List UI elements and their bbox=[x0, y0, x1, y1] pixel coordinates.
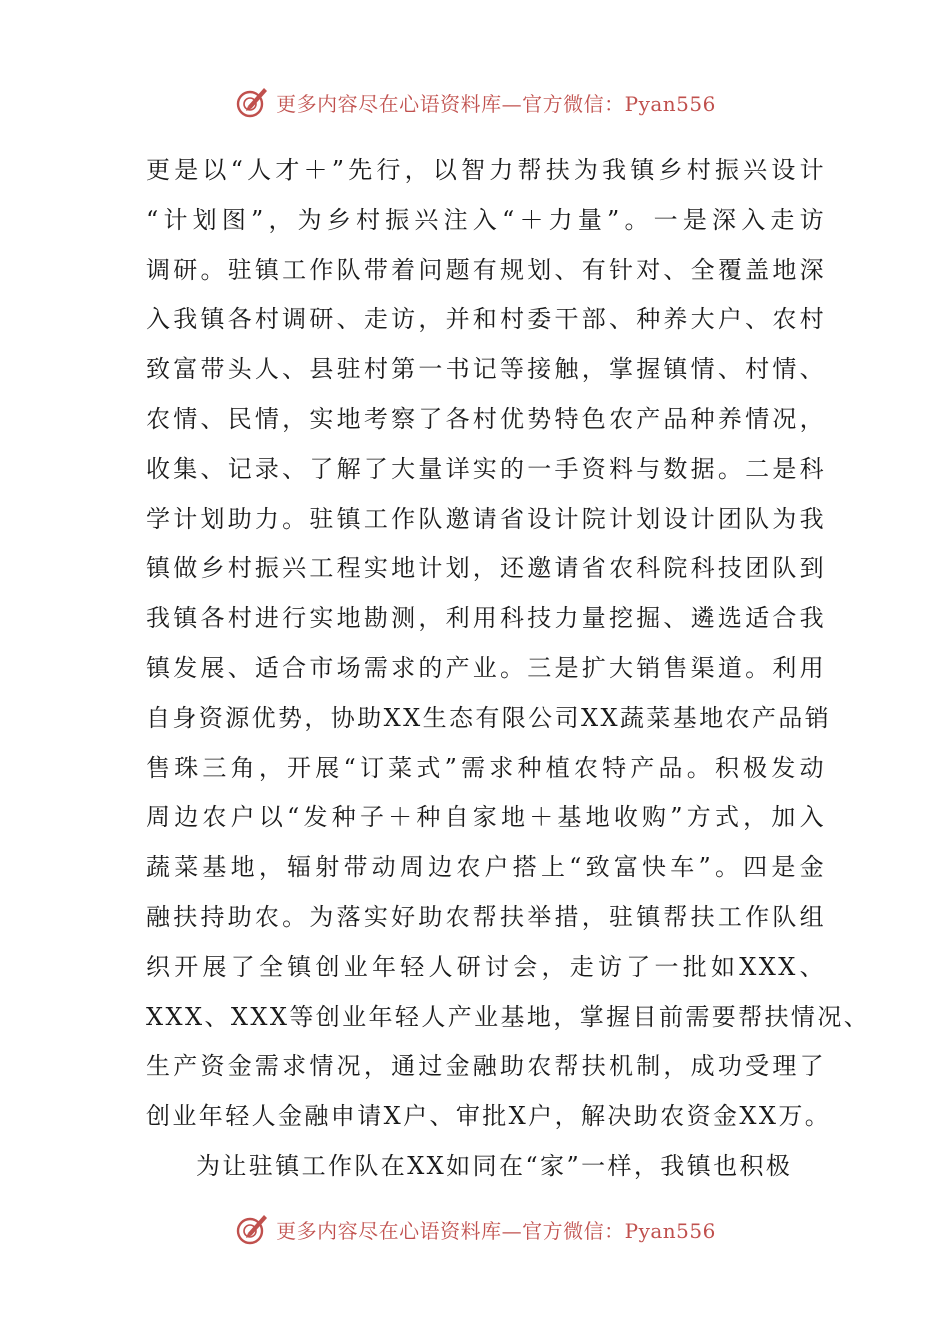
header-banner bbox=[0, 82, 950, 122]
body-line: 生产资金需求情况，通过金融助农帮扶机制，成功受理了 bbox=[146, 1052, 826, 1081]
body-line: 学计划助力。驻镇工作队邀请省设计院计划设计团队为我 bbox=[146, 504, 826, 533]
document-body bbox=[146, 146, 871, 1192]
body-line: 农情、民情，实地考察了各村优势特色农产品种养情况， bbox=[146, 404, 826, 433]
body-line: 融扶持助农。为落实好助农帮扶举措，驻镇帮扶工作队组 bbox=[146, 902, 826, 931]
body-line: XXX、XXX等创业年轻人产业基地，掌握目前需要帮扶情况、 bbox=[146, 1002, 871, 1031]
footer-banner bbox=[0, 1209, 950, 1249]
body-line: 周边农户以“发种子＋种自家地＋基地收购”方式，加入 bbox=[146, 803, 826, 832]
body-line: 更是以“人才＋”先行，以智力帮扶为我镇乡村振兴设计 bbox=[146, 156, 826, 184]
body-line: 镇做乡村振兴工程实地计划，还邀请省农科院科技团队到 bbox=[146, 554, 826, 583]
body-line: 自身资源优势，协助XX生态有限公司XX蔬菜基地农产品销 bbox=[146, 703, 832, 732]
body-line: “计划图”，为乡村振兴注入“＋力量”。一是深入走访 bbox=[146, 205, 826, 234]
body-line: 织开展了全镇创业年轻人研讨会，走访了一批如XXX、 bbox=[146, 952, 826, 981]
body-line: 我镇各村进行实地勘测，利用科技力量挖掘、遴选适合我 bbox=[146, 604, 826, 633]
paragraph-start-line: 为让驻镇工作队在XX如同在“家”一样，我镇也积极 bbox=[196, 1151, 793, 1180]
footer-banner-text: 更多内容尽在心语资料库—官方微信：Pyan556 bbox=[276, 1218, 716, 1243]
body-line: 创业年轻人金融申请X户、审批X户，解决助农资金XX万。 bbox=[146, 1102, 832, 1131]
body-line: 蔬菜基地，辐射带动周边农户搭上“致富快车”。四是金 bbox=[146, 853, 826, 882]
body-line: 致富带头人、县驻村第一书记等接触，掌握镇情、村情、 bbox=[146, 355, 826, 384]
body-line: 售珠三角，开展“订菜式”需求种植农特产品。积极发动 bbox=[146, 753, 826, 782]
header-banner-text: 更多内容尽在心语资料库—官方微信：Pyan556 bbox=[276, 91, 716, 116]
body-line: 调研。驻镇工作队带着问题有规划、有针对、全覆盖地深 bbox=[146, 255, 826, 284]
body-line: 镇发展、适合市场需求的产业。三是扩大销售渠道。利用 bbox=[146, 653, 826, 682]
body-line: 收集、记录、了解了大量详实的一手资料与数据。二是科 bbox=[146, 454, 826, 483]
pen-logo-icon bbox=[234, 84, 270, 120]
pen-logo-icon bbox=[234, 1211, 270, 1247]
body-line: 入我镇各村调研、走访，并和村委干部、种养大户、农村 bbox=[146, 305, 826, 334]
